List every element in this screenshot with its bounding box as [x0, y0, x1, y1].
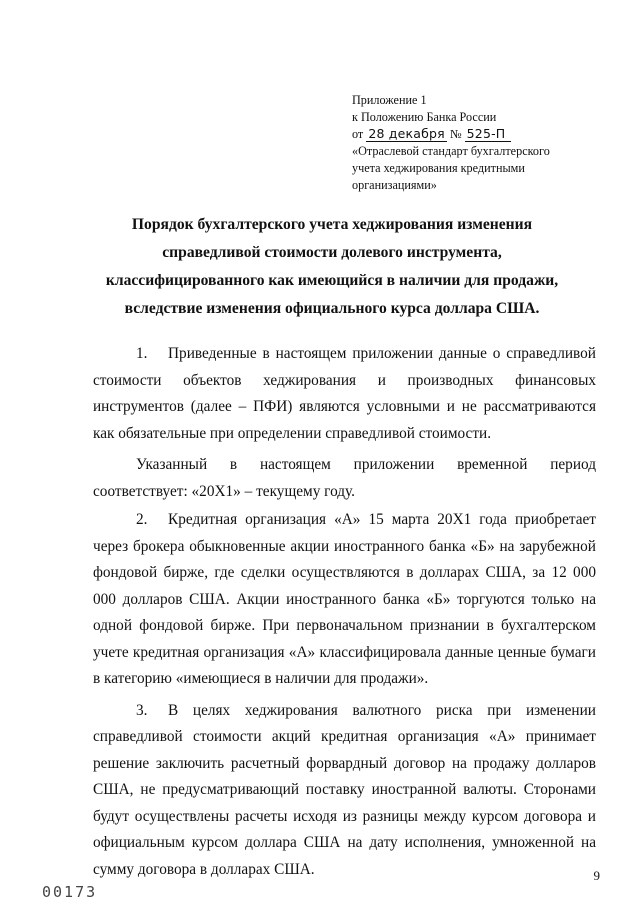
document-title: Порядок бухгалтерского учета хеджирования изменения справедливой стоимости долевого инструмента, классифицированного как имеющийся в наличии для продажи, вследствие изменения официального курса доллара США.	[105, 216, 559, 317]
paragraph-number: 2.	[136, 511, 148, 528]
paragraph-1	[93, 341, 596, 447]
appendix-line-4: «Отраслевой стандарт бухгалтерского	[352, 144, 550, 158]
paragraph-text: Указанный в настоящем приложении временной период соответствует: «20Х1» – текущему году.	[93, 456, 596, 500]
appendix-line-5: учета хеджирования кредитными	[352, 161, 525, 175]
handwritten-date: 28 декабря	[368, 126, 445, 141]
paragraph-1-continued	[93, 452, 596, 505]
handwritten-number: 525-П	[465, 127, 512, 142]
paragraph-text: В целях хеджирования валютного риска при изменении справедливой стоимости акций кредитная организация «А» принимает решение заключить расчетный форвардный договор на продажу долларов США, не предусматривающий поставку иностранной валюты. Сторонами будут осуществлены расчеты исходя из разницы между курсом договора и официальным курсом доллара США на дату исполнения, умноженной на сумму договора в долларах США.	[93, 701, 596, 878]
archive-stamp-number: 00173	[42, 883, 98, 901]
number-prefix: №	[449, 127, 462, 141]
page-number: 9	[593, 868, 600, 883]
appendix-line-1: Приложение 1	[352, 93, 427, 107]
paragraph-number: 3.	[136, 701, 148, 719]
from-prefix: от	[352, 127, 364, 141]
paragraph-text: Кредитная организация «А» 15 марта 20Х1 года приобретает через брокера обыкновенные акции иностранного банка «Б» на зарубежной фондовой бирже, где сделки осуществляются в долларах США, за 12 000 000 долларов США. Акции иностранного банка «Б» торгуются только на одной фондовой бирже. При первоначальном признании в бухгалтерском учете кредитная организация «А» классифицировала данные ценные бумаги в категорию «имеющиеся в наличии для продажи».	[93, 511, 596, 687]
paragraph-2	[93, 507, 596, 693]
paragraph-number: 1.	[136, 345, 148, 362]
appendix-header	[352, 92, 622, 194]
document-body	[93, 341, 596, 888]
paragraph-3	[93, 698, 596, 884]
appendix-line-2: к Положению Банка России	[352, 110, 497, 124]
paragraph-text: Приведенные в настоящем приложении данные о справедливой стоимости объектов хеджирования и производных финансовых инструментов (далее – ПФИ) являются условными и не рассматриваются как обязательные при определении справедливой стоимости.	[93, 345, 596, 442]
appendix-date-line	[352, 126, 622, 143]
appendix-line-6: организациями»	[352, 178, 437, 192]
